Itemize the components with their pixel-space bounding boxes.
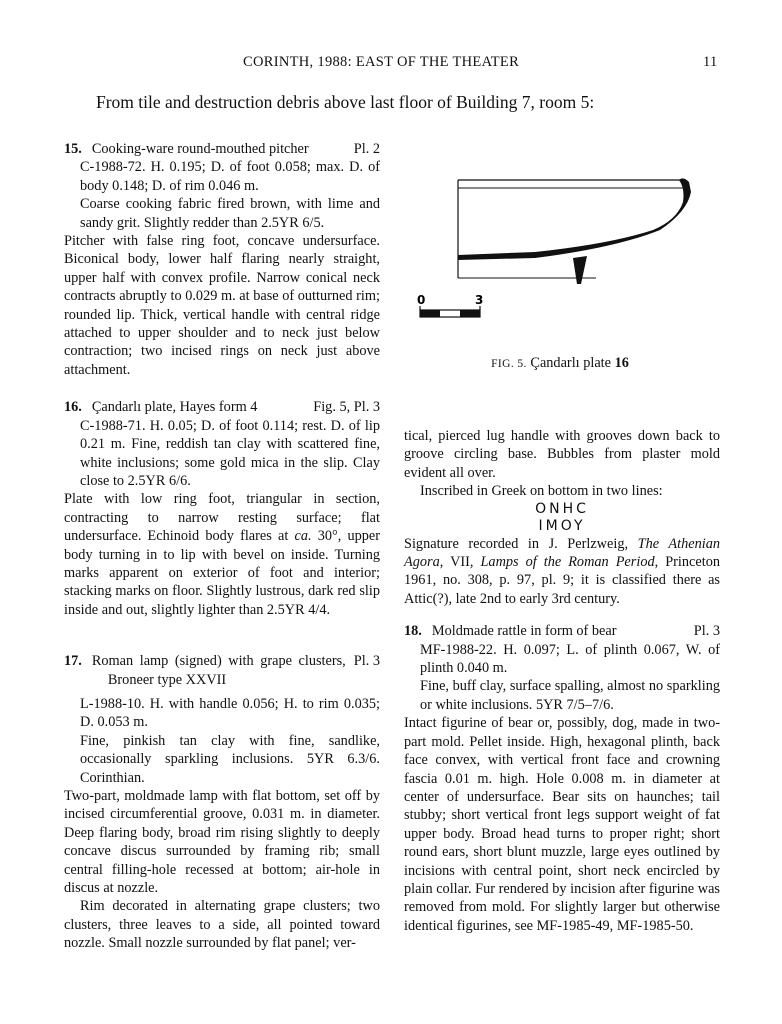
fabric-line: Fine, pinkish tan clay with fine, sandlike, occasionally sparkling inclusions. 5YR 6.3/6. Corinthian. bbox=[80, 732, 380, 786]
entry-number: 18. bbox=[404, 623, 422, 640]
catalogue-entry-17 bbox=[64, 652, 380, 953]
scale-bar bbox=[417, 293, 483, 317]
catalogue-entry-15 bbox=[64, 140, 380, 379]
entry-data bbox=[64, 695, 380, 787]
entry-name: Cooking-ware round-mouthed pitcher bbox=[91, 141, 309, 157]
entry-number: 16. bbox=[64, 399, 82, 416]
figure-plate-reference: Fig. 5, Pl. 3 bbox=[313, 399, 380, 416]
figure-caption bbox=[402, 355, 718, 372]
catalogue-entry-16 bbox=[64, 398, 380, 619]
entry-description: Two-part, moldmade lamp with flat bottom, set off by incised circumferential groove, 0.031 m. in diameter. Deep flaring body, broad rim rising slightly to deeply concave discus surrounded by framing rib; small central filling-hole recessed at bottom; air-hole in discus at nozzle. bbox=[64, 788, 380, 897]
entry-description: Plate with low ring foot, triangular in section, contracting to narrow resting surface; flat undersurface. Echinoid body flares at ca. 30°, upper body turning in to lip with bevel on inside. Turning marks apparent on exterior of foot and interior; stacking marks on floor. Slightly lustrous, dark red slip inside and out, slightly lighter than 2.5YR 4/4. bbox=[64, 491, 381, 618]
entry-heading bbox=[64, 140, 380, 158]
entry-name: Roman lamp (signed) with grape clusters, Broneer type XXVII bbox=[91, 653, 346, 688]
figure-catalogue-ref: 16 bbox=[614, 355, 629, 371]
fabric-line: Coarse cooking fabric fired brown, with lime and sandy grit. Slightly redder than 2.5YR 6/5. bbox=[80, 196, 380, 231]
entry-description: Intact figurine of bear or, possibly, dog, made in two-part mold. Pellet inside. High, hexagonal plinth, back face convex, with vertical front face and crowning fascia 0.01 m. high. Hole 0.008 m. in diameter at center of undersurface. Bear sits on haunches; tail stubby; short vertical front legs support weight of fat upper body. Broad head turns to proper right; short round ears, short blunt muzzle, large eyes outlined by incisions with central point, short neck encircled by plain collar. Fur rendered by incision after figurine was removed from mold. For slightly larger but otherwise identical figurines, see MF-1985-49, MF-1985-50. bbox=[404, 715, 720, 934]
inventory-line: C-1988-72. H. 0.195; D. of foot 0.058; max. D. of body 0.148; D. of rim 0.046 m. bbox=[80, 159, 380, 194]
plate-profile bbox=[458, 178, 691, 260]
entry-data bbox=[64, 417, 380, 491]
entry-name: Moldmade rattle in form of bear bbox=[431, 623, 617, 640]
inscription-intro: Inscribed in Greek on bottom in two lines: bbox=[420, 483, 663, 500]
plate-reference: Pl. 3 bbox=[353, 653, 380, 670]
right-column bbox=[404, 427, 720, 935]
greek-inscription-line-1: ONHC bbox=[535, 500, 589, 517]
plate-reference: Pl. 3 bbox=[693, 623, 720, 640]
figure-5-profile-drawing bbox=[415, 170, 715, 320]
running-title: CORINTH, 1988: EAST OF THE THEATER bbox=[243, 54, 520, 70]
entry-name: Çandarlı plate, Hayes form 4 bbox=[91, 399, 258, 416]
plate-foot bbox=[573, 256, 587, 284]
entry-heading bbox=[404, 622, 720, 640]
signature-reference: Signature recorded in J. Perlzweig, The Athenian Agora, VII, Lamps of the Roman Period, Princeton 1961, no. 308, p. 97, pl. 9; it is classified there as Attic(?), late 2nd to early 3rd century. bbox=[404, 535, 720, 607]
entry-description: Pitcher with false ring foot, concave undersurface. Biconical body, lower half flaring nearly straight, upper half with convex profile. Narrow conical neck contracts abruptly to 0.029 m. at base of outturned rim; rounded lip. Thick, vertical handle with central ridge attached to upper shoulder and to neck just below contraction; two incised rings on neck just above attachment. bbox=[64, 233, 380, 378]
plate-reference: Pl. 2 bbox=[353, 141, 380, 157]
page-number: 11 bbox=[703, 54, 718, 70]
scale-start-label: 0 bbox=[417, 293, 426, 307]
entry-17-continuation: tical, pierced lug handle with grooves down back to groove circling base. Bubbles from plaster mold evident all over. bbox=[404, 428, 720, 481]
catalogue-entry-18 bbox=[404, 622, 720, 935]
entry-data bbox=[64, 158, 380, 232]
figure-label: FIG. 5. bbox=[491, 358, 527, 370]
entry-number: 15. bbox=[64, 141, 82, 157]
scale-end-label: 3 bbox=[475, 293, 484, 307]
entry-heading bbox=[64, 652, 380, 689]
entry-number: 17. bbox=[64, 653, 82, 670]
greek-inscription-line-2: IMOY bbox=[538, 517, 586, 534]
left-column bbox=[64, 140, 380, 953]
inventory-line: C-1988-71. H. 0.05; D. of foot 0.114; rest. D. of lip 0.21 m. Fine, reddish tan clay with scattered fine, white inclusions; some gold mica in the slip. Clay close to 2.5YR 6/6. bbox=[80, 417, 380, 489]
entry-description-continued: Rim decorated in alternating grape clusters; two clusters, three leaves to a side, all pointed toward nozzle. Small nozzle surrounded by flat panel; ver- bbox=[64, 898, 380, 952]
section-intro: From tile and destruction debris above last floor of Building 7, room 5: bbox=[96, 92, 595, 112]
fabric-line: Fine, buff clay, surface spalling, almost no sparkling or white inclusions. 5YR 7/5–7/6. bbox=[420, 678, 720, 713]
inventory-line: MF-1988-22. H. 0.097; L. of plinth 0.067, W. of plinth 0.040 m. bbox=[420, 641, 720, 677]
entry-data bbox=[404, 641, 720, 715]
inventory-line: L-1988-10. H. with handle 0.056; H. to rim 0.035; D. 0.053 m. bbox=[80, 695, 380, 731]
entry-heading bbox=[64, 398, 380, 416]
figure-caption-text: Çandarlı plate bbox=[530, 355, 611, 371]
